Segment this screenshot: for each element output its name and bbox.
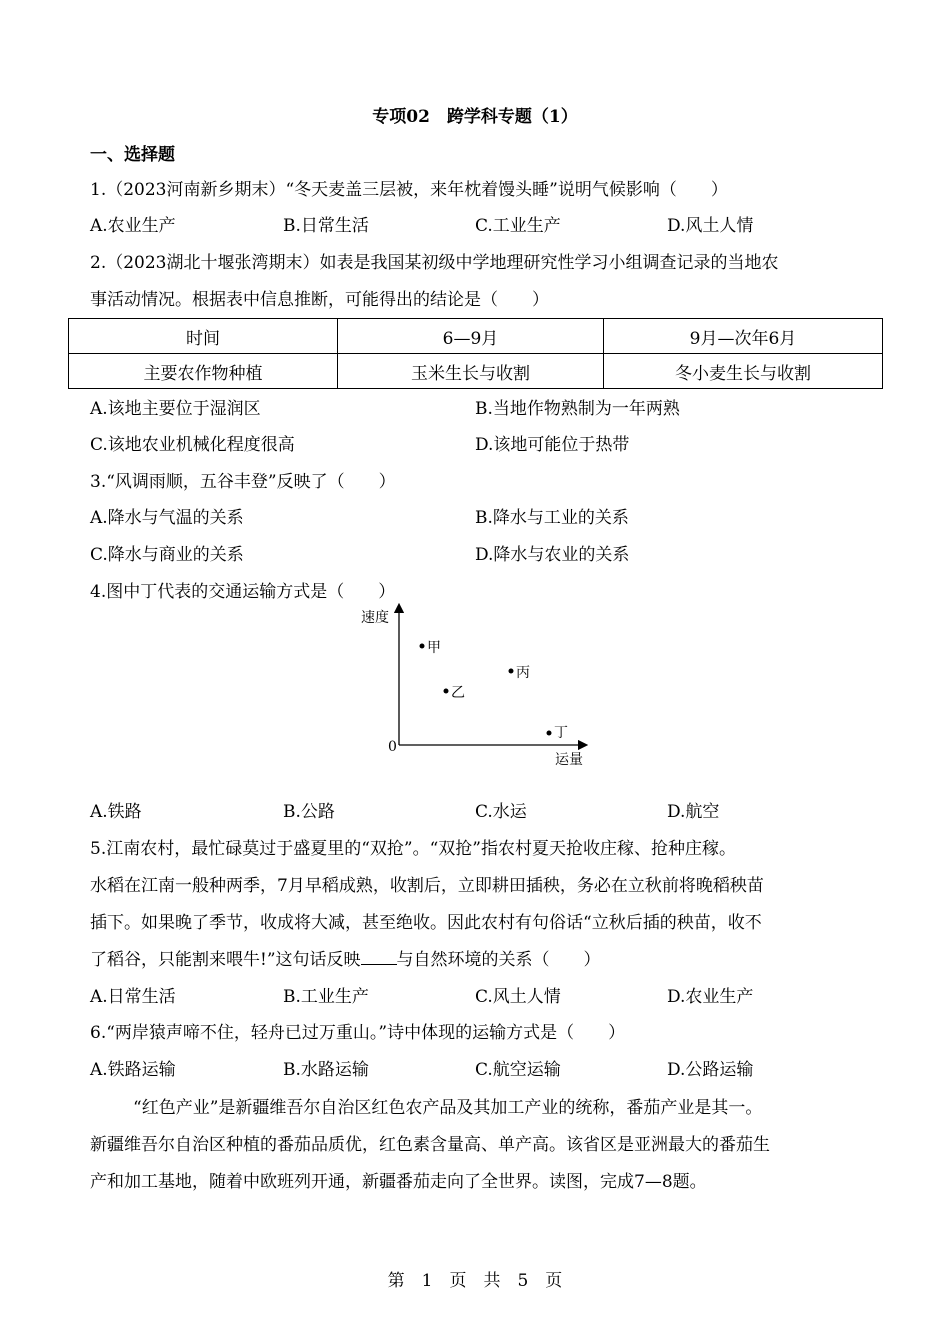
q3-option-d: D.降水与农业的关系 — [475, 545, 630, 565]
q5-option-c: C.风土人情 — [475, 987, 561, 1007]
q4-stem: 4.图中丁代表的交通运输方式是（ ） — [90, 582, 396, 602]
table-cell: 9月—次年6月 — [604, 319, 883, 354]
q1-option-c: C.工业生产 — [475, 216, 561, 236]
q4-option-b: B.公路 — [283, 802, 335, 822]
passage-line1: “红色产业”是新疆维吾尔自治区红色农产品及其加工产业的统称，番茄产业是其一。 — [133, 1098, 763, 1118]
q5-option-d: D.农业生产 — [667, 987, 754, 1007]
answer-blank — [361, 950, 397, 965]
q2-stem-line2: 事活动情况。根据表中信息推断，可能得出的结论是（ ） — [90, 290, 549, 310]
table-cell: 冬小麦生长与收割 — [604, 354, 883, 389]
x-axis-label: 运量 — [555, 752, 583, 768]
point-jia — [420, 644, 425, 649]
q1-option-d: D.风土人情 — [667, 216, 754, 236]
farming-table — [68, 318, 883, 389]
point-yi — [444, 689, 449, 694]
q5-line2: 水稻在江南一般种两季，7月早稻成熟，收割后，立即耕田插秧，务必在立秋前将晚稻秧苗 — [90, 876, 764, 896]
passage-line2: 新疆维吾尔自治区种植的番茄品质优，红色素含量高、单产高。该省区是亚洲最大的番茄生 — [90, 1135, 770, 1155]
q4-option-c: C.水运 — [475, 802, 527, 822]
y-axis-label: 速度 — [361, 610, 389, 626]
point-bing-label: 丙 — [516, 665, 530, 681]
point-bing — [509, 669, 514, 674]
passage-line3: 产和加工基地，随着中欧班列开通，新疆番茄走向了全世界。读图，完成7—8题。 — [90, 1172, 707, 1192]
q6-option-c: C.航空运输 — [475, 1060, 561, 1080]
q1-option-a: A.农业生产 — [90, 216, 176, 236]
q5-line3: 插下。如果晚了季节，收成将大减，甚至绝收。因此农村有句俗话“立秋后插的秧苗，收不 — [90, 913, 762, 933]
q3-option-b: B.降水与工业的关系 — [475, 508, 629, 528]
table-row — [69, 319, 883, 354]
q4-option-a: A.铁路 — [90, 802, 142, 822]
q6-option-d: D.公路运输 — [667, 1060, 754, 1080]
q5-line4-start: 了稻谷，只能割来喂牛!”这句话反映 — [90, 950, 361, 970]
q6-option-b: B.水路运输 — [283, 1060, 369, 1080]
origin-label: 0 — [388, 739, 397, 755]
page-footer: 第 1 页 共 5 页 — [387, 1271, 563, 1291]
q6-option-a: A.铁路运输 — [90, 1060, 176, 1080]
table-cell: 时间 — [69, 319, 338, 354]
point-jia-label: 甲 — [427, 640, 441, 656]
q4-option-d: D.航空 — [667, 802, 720, 822]
table-row — [69, 354, 883, 389]
q2-option-c: C.该地农业机械化程度很高 — [90, 435, 295, 455]
table-cell: 玉米生长与收割 — [338, 354, 604, 389]
q6-stem: 6.“两岸猿声啼不住，轻舟已过万重山。”诗中体现的运输方式是（ ） — [90, 1023, 626, 1043]
q2-option-a: A.该地主要位于湿润区 — [90, 399, 261, 419]
q2-option-b: B.当地作物熟制为一年两熟 — [475, 399, 680, 419]
point-ding-label: 丁 — [554, 725, 568, 741]
q5-option-a: A.日常生活 — [90, 987, 176, 1007]
point-ding — [547, 731, 552, 736]
q5-option-b: B.工业生产 — [283, 987, 369, 1007]
q2-option-d: D.该地可能位于热带 — [475, 435, 630, 455]
q5-line4-end: 与自然环境的关系（ ） — [396, 950, 601, 970]
q1-stem: 1.（2023河南新乡期末）“冬天麦盖三层被，来年枕着馒头睡”说明气候影响（ ） — [90, 180, 728, 200]
q3-option-c: C.降水与商业的关系 — [90, 545, 244, 565]
q1-option-b: B.日常生活 — [283, 216, 369, 236]
q3-stem: 3.“风调雨顺，五谷丰登”反映了（ ） — [90, 472, 396, 492]
q5-line4 — [90, 945, 601, 970]
q3-option-a: A.降水与气温的关系 — [90, 508, 244, 528]
table-cell: 6—9月 — [338, 319, 604, 354]
q5-line1: 5.江南农村，最忙碌莫过于盛夏里的“双抢”。“双抢”指农村夏天抢收庄稼、抢种庄稼。 — [90, 839, 736, 859]
table-cell: 主要农作物种植 — [69, 354, 338, 389]
point-yi-label: 乙 — [451, 685, 465, 701]
transport-diagram — [355, 600, 595, 772]
page-title: 专项02 跨学科专题（1） — [372, 107, 578, 127]
section-heading: 一、选择题 — [90, 145, 175, 165]
q2-stem-line1: 2.（2023湖北十堰张湾期末）如表是我国某初级中学地理研究性学习小组调查记录的当地农 — [90, 253, 779, 273]
